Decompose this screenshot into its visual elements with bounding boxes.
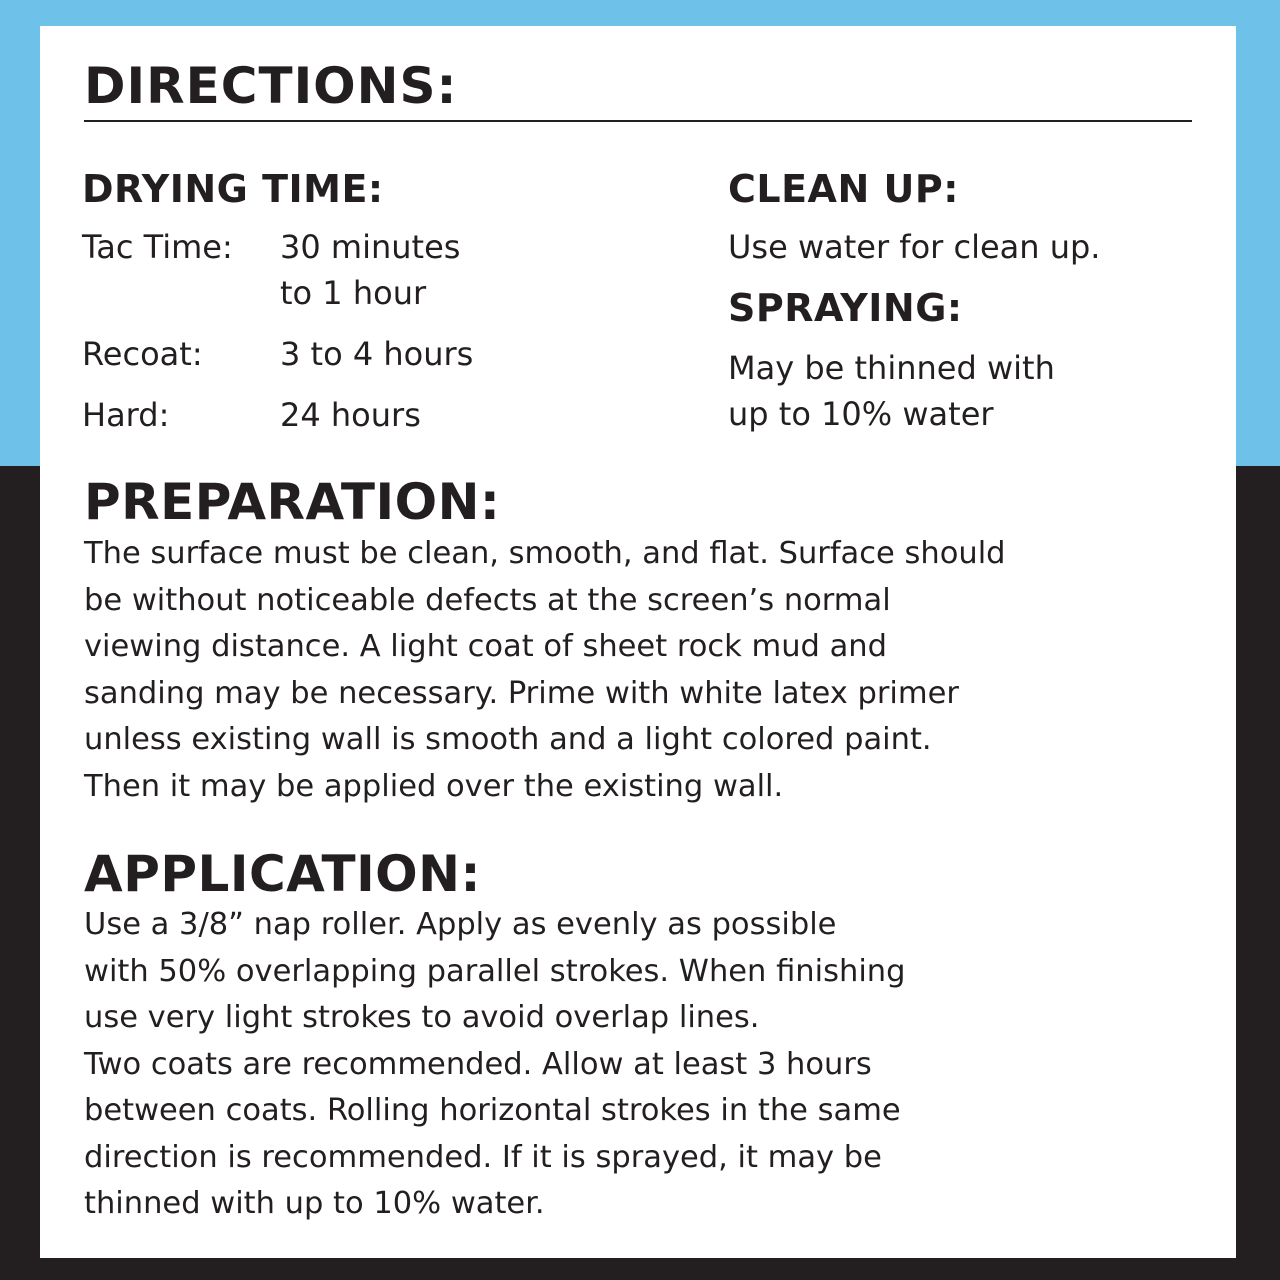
directions-title: DIRECTIONS: (84, 57, 458, 115)
preparation-line: sanding may be necessary. Prime with white latex primer (84, 675, 959, 711)
application-heading: APPLICATION: (84, 845, 482, 903)
application-paragraph (84, 902, 1204, 1228)
hard-value: 24 hours (280, 396, 421, 434)
drying-time-heading: DRYING TIME: (82, 167, 384, 211)
recoat-label: Recoat: (82, 335, 203, 373)
preparation-line: Then it may be applied over the existing wall. (84, 768, 784, 804)
hard-label: Hard: (82, 396, 170, 434)
application-line: Use a 3/8” nap roller. Apply as evenly as possible (84, 907, 837, 942)
preparation-paragraph (84, 531, 1204, 810)
title-divider (84, 120, 1192, 122)
application-line: use very light strokes to avoid overlap lines. (84, 1000, 760, 1035)
tac-time-value-line-1: 30 minutes (280, 228, 461, 266)
application-line: with 50% overlapping parallel strokes. When finishing (84, 953, 906, 989)
preparation-line: be without noticeable defects at the screen’s normal (84, 582, 891, 618)
recoat-value: 3 to 4 hours (280, 335, 474, 373)
preparation-line: The surface must be clean, smooth, and flat. Surface should (84, 536, 1006, 571)
application-line: direction is recommended. If it is sprayed, it may be (84, 1139, 882, 1175)
application-line: between coats. Rolling horizontal strokes in the same (84, 1093, 901, 1128)
preparation-heading: PREPARATION: (84, 473, 501, 531)
clean-up-heading: CLEAN UP: (728, 167, 959, 211)
application-line: Two coats are recommended. Allow at least 3 hours (84, 1046, 872, 1082)
directions-card (40, 26, 1236, 1258)
spraying-text-line-2: up to 10% water (728, 395, 994, 433)
tac-time-label: Tac Time: (82, 228, 233, 266)
preparation-line: unless existing wall is smooth and a light colored paint. (84, 722, 932, 757)
application-line: thinned with up to 10% water. (84, 1186, 545, 1221)
tac-time-value-line-2: to 1 hour (280, 274, 427, 312)
spraying-text-line-1: May be thinned with (728, 349, 1055, 387)
preparation-line: viewing distance. A light coat of sheet rock mud and (84, 629, 887, 664)
clean-up-text: Use water for clean up. (728, 228, 1101, 266)
spraying-heading: SPRAYING: (728, 286, 963, 330)
